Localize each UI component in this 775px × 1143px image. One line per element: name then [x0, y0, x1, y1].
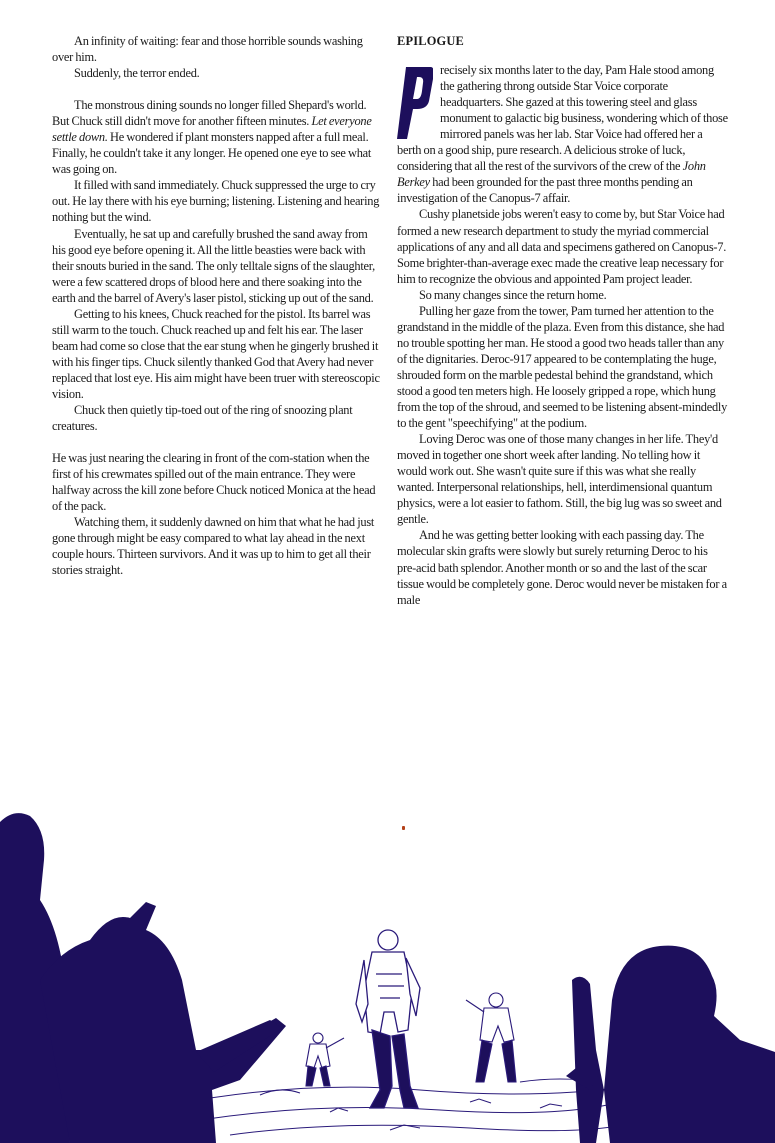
paragraph: Suddenly, the terror ended.: [74, 66, 200, 81]
paragraph: And he was getting better looking with each passing day. The molecular skin grafts were slowly but surely returning Deroc to his pre-acid bath splendor. Another month or so and the last of the scar tissue would be completely gone. Deroc would never be mistaken for a male: [397, 528, 727, 607]
paragraph: An infinity of waiting: fear and those horrible sounds washing over him.: [52, 34, 363, 65]
paragraph: [397, 62, 728, 206]
paragraph: He was just nearing the clearing in front of the com-station when the first of his crewmates spilled out of the main entrance. They were halfway across the kill zone before Chuck noticed Monica at the head of the pack.: [52, 451, 376, 514]
paragraph: So many changes since the return home.: [419, 287, 607, 302]
text-run: recisely six months later to the day, Pam Hale stood among the gathering throng outside Star Voice corporate headquarters. She gazed at this towering steel and glass monument to galactic big business, wondering which of those mirrored panels was her lab. Star Voice had offered her a berth on a good ship, pure research. A delicious stroke of luck, considering that all the rest of the survivors of the crew of the: [397, 63, 728, 174]
text-run: He wondered if plant monsters napped after a full meal. Finally, he couldn't take it any longer. He opened one eye to see what was going on.: [52, 130, 372, 177]
center-soldier-figure: [356, 930, 420, 1108]
paragraph: Watching them, it suddenly dawned on him that what he had just gone through might be easy compared to what lay ahead in the next couple hours. Thirteen survivors. And it was up to him to get all their stories straight.: [52, 515, 375, 578]
paragraph: [52, 97, 382, 177]
right-silhouettes: [566, 946, 775, 1143]
paragraph: Chuck then quietly tip-toed out of the ring of snoozing plant creatures.: [52, 403, 353, 434]
paragraph: Loving Deroc was one of those many changes in her life. They'd moved in together one short week after landing. No telling how it would work out. She wasn't quite sure if this was what she really wanted. Interpersonal relationships, hell, interdimensional quantum physics, were a lot easier to fathom. Still, the big lug was so sweet and gentle.: [397, 432, 722, 527]
text-run: had been grounded for the past three months pending an investigation of the Canopus-7 affair.: [397, 175, 693, 206]
paragraph: Getting to his knees, Chuck reached for the pistol. Its barrel was still warm to the touch. Chuck reached up and felt his ear. The laser beam had come so close that the ear stung when he gingerly brushed it with his finger tips. Chuck silently thanked God that Avery had never replaced that lost eye. His aim might have been truer with stereoscopic vision.: [52, 306, 380, 401]
paragraph: Eventually, he sat up and carefully brushed the sand away from his good eye before opening it. All the little beasties were back with their snouts buried in the sand. The only telltale signs of the slaughter, were a few scattered drops of blood here and there soaking into the earth and the barrel of Avery's laser pistol, sticking up out of the sand.: [52, 226, 376, 305]
italic-thought: Let everyone settle down.: [52, 114, 372, 145]
text-run: The monstrous dining sounds no longer filled Shepard's world. But Chuck still didn't move for another fifteen minutes.: [52, 98, 367, 129]
section-heading: EPILOGUE: [397, 34, 465, 48]
paragraph: It filled with sand immediately. Chuck suppressed the urge to cry out. He lay there with his eye burning; listening. Listening and hearing nothing but the wind.: [52, 178, 380, 225]
ship-name: John Berkey: [397, 159, 706, 190]
paragraph: Cushy planetside jobs weren't easy to come by, but Star Voice had formed a new research department to study the myriad commercial applications of any and all data and specimens gathered on Canopus-7. Some brighter-than-average exec made the creative leap necessary for him to recognize the obvious and appointed Pam project leader.: [397, 207, 727, 286]
distant-soldier-right: [466, 993, 516, 1082]
paragraph: Pulling her gaze from the tower, Pam turned her attention to the grandstand in the middle of the plaza. Even from this distance, she had no trouble spotting her man. He stood a good two heads taller than any of the dignitaries. Deroc-917 appeared to be contemplating the huge, shrouded form on the marble pedestal behind the grandstand, which stood a good ten meters high. He loosely gripped a rope, which hung from the top of the shroud, and seemed to be listening absent-mindedly to the gent "speechifying" at the podium.: [397, 303, 728, 431]
left-column: [52, 33, 382, 579]
distant-soldier-left: [306, 1033, 344, 1086]
drop-cap: [397, 65, 433, 141]
illustration-desert-scene: [0, 790, 775, 1143]
right-column: [397, 33, 728, 608]
